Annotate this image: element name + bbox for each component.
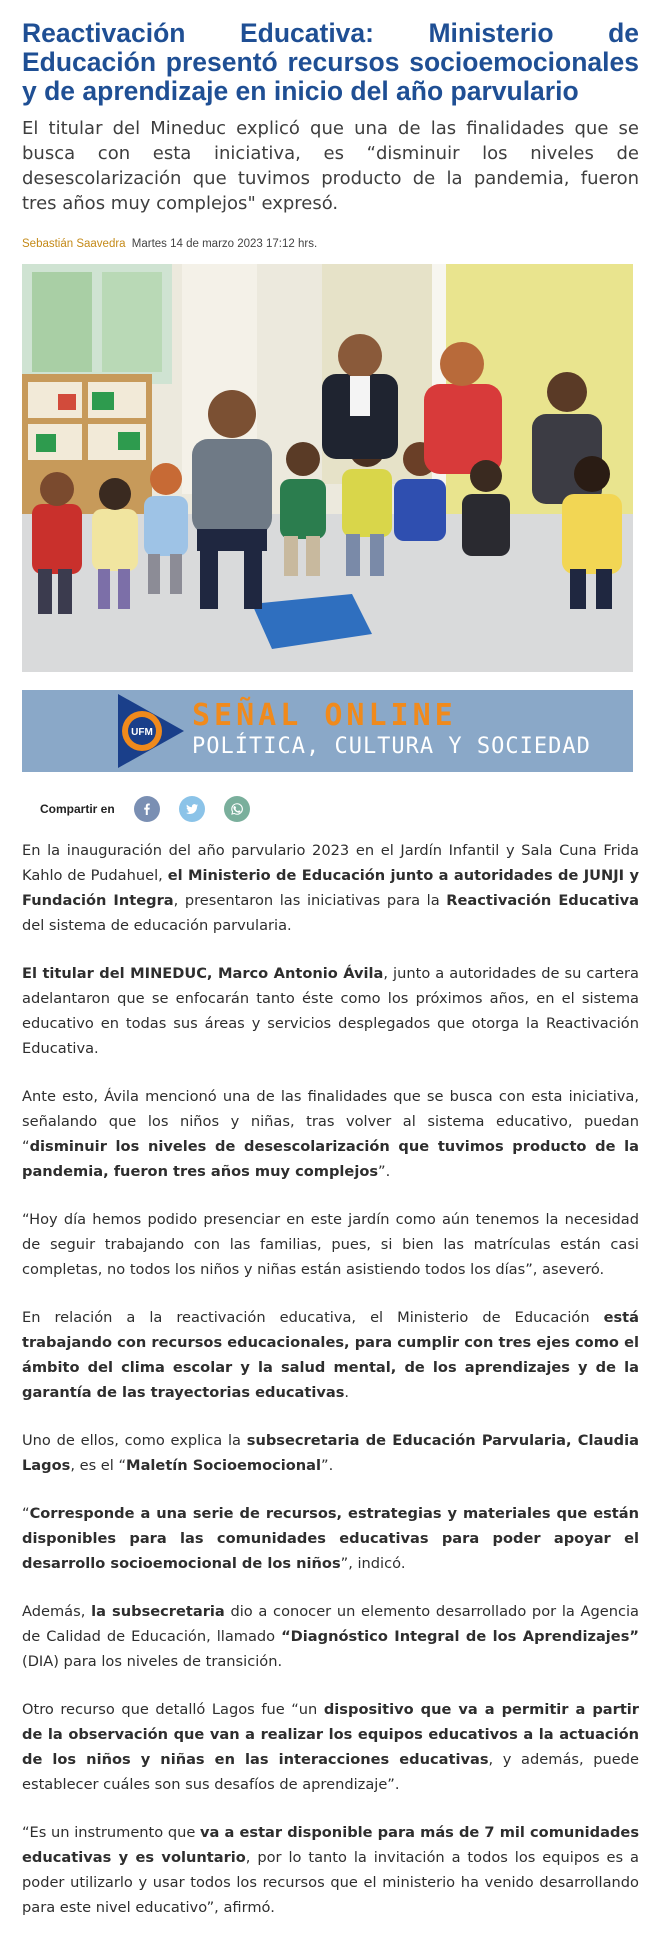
bold-text: El titular del MINEDUC, Marco Antonio Ávila bbox=[22, 965, 384, 982]
article-body bbox=[22, 838, 639, 1920]
banner-subtitle: POLÍTICA, CULTURA Y SOCIEDAD bbox=[192, 734, 591, 759]
bold-text: Reactivación Educativa bbox=[446, 892, 639, 909]
article-headline: Reactivación Educativa: Ministerio de Educación presentó recursos socioemocionales y de aprendizaje en inicio del año parvulario bbox=[22, 18, 639, 106]
paragraph-text: , presentaron las iniciativas para la bbox=[173, 892, 447, 909]
bold-text: el Ministerio de Educación junto a autoridades de JUNJI y Fundación Integra bbox=[22, 867, 639, 909]
paragraph-text: “Es un instrumento que bbox=[22, 1824, 201, 1841]
article-photo bbox=[22, 264, 633, 672]
share-whatsapp-button[interactable] bbox=[224, 796, 250, 822]
bold-text: Corresponde a una serie de recursos, estrategias y materiales que están disponibles para las comunidades educativas para poder apoyar el desarrollo socioemocional de los niños bbox=[22, 1505, 639, 1572]
whatsapp-icon bbox=[230, 802, 244, 816]
article-paragraph bbox=[22, 1697, 639, 1797]
paragraph-text: dio a conocer un elemento desarrollado por la Agencia de Calidad de Educación, llamado bbox=[22, 1603, 640, 1645]
bold-text: Maletín Socioemocional bbox=[126, 1457, 322, 1474]
paragraph-text: En la inauguración del año parvulario 2023 en el Jardín Infantil y Sala Cuna Frida Kahlo de Pudahuel, bbox=[22, 842, 639, 884]
article-paragraph bbox=[22, 1305, 639, 1405]
article-paragraph bbox=[22, 1084, 639, 1184]
paragraph-text: Además, bbox=[22, 1603, 92, 1620]
paragraph-text: “Hoy día hemos podido presenciar en este jardín como aún tenemos la necesidad de seguir trabajando con las familias, pues, si bien las matrículas están casi completas, no todos los niños y niñas están asistiendo todos los días”, aseveró. bbox=[22, 1211, 639, 1278]
paragraph-text: Uno de ellos, como explica la bbox=[22, 1432, 247, 1449]
paragraph-text: del sistema de educación parvularia. bbox=[22, 917, 292, 934]
twitter-icon bbox=[185, 802, 199, 816]
article-deck: El titular del Mineduc explicó que una de las finalidades que se busca con esta iniciativa, es “disminuir los niveles de desescolarización que tuvimos producto de la pandemia, fueron tres años muy complejos" expresó. bbox=[22, 118, 639, 214]
bold-text: va a estar disponible para más de 7 mil comunidades educativas y es voluntario bbox=[22, 1824, 640, 1866]
article-paragraph bbox=[22, 1428, 639, 1478]
paragraph-text: ”. bbox=[378, 1163, 391, 1180]
paragraph-text: “ bbox=[22, 1505, 30, 1522]
bold-text: “Diagnóstico Integral de los Aprendizajes” bbox=[281, 1628, 639, 1645]
bold-text: la subsecretaria bbox=[91, 1603, 225, 1620]
paragraph-text: ”, indicó. bbox=[340, 1555, 406, 1572]
bold-text: dispositivo que va a permitir a partir de la observación que van a realizar los equipos educativos a la actuación de los niños y niñas en las interacciones educativas bbox=[22, 1701, 640, 1768]
ufm-logo-icon bbox=[114, 692, 186, 770]
share-label: Compartir en bbox=[40, 802, 115, 816]
senal-online-banner[interactable] bbox=[22, 690, 633, 772]
bold-text: está trabajando con recursos educacionales, para cumplir con tres ejes como el ámbito del clima escolar y la salud mental, de los aprendizajes y de la garantía de las trayectorias educativas bbox=[22, 1309, 639, 1401]
article-paragraph bbox=[22, 961, 639, 1061]
paragraph-text: , junto a autoridades de su cartera adelantaron que se enfocarán tanto éste como los próximos años, en el sistema educativo en todas sus áreas y servicios desplegados que otorga la Reactivación Educativa. bbox=[22, 965, 639, 1057]
banner-title: SEÑAL ONLINE bbox=[192, 698, 457, 733]
paragraph-text: , es el “ bbox=[70, 1457, 127, 1474]
classroom-photo-illustration bbox=[22, 264, 633, 672]
share-twitter-button[interactable] bbox=[179, 796, 205, 822]
paragraph-text: Otro recurso que detalló Lagos fue “un bbox=[22, 1701, 324, 1718]
article-paragraph bbox=[22, 838, 639, 938]
article-paragraph bbox=[22, 1501, 639, 1576]
paragraph-text: . bbox=[344, 1384, 350, 1401]
bold-text: subsecretaria de Educación Parvularia, Claudia Lagos bbox=[22, 1432, 639, 1474]
logo-text: UFM bbox=[131, 727, 153, 738]
byline bbox=[22, 236, 639, 252]
paragraph-text: (DIA) para los niveles de transición. bbox=[22, 1653, 283, 1670]
author-link[interactable]: Sebastián Saavedra bbox=[22, 238, 126, 250]
article-paragraph bbox=[22, 1599, 639, 1674]
paragraph-text: , y además, puede establecer cuáles son sus desafíos de aprendizaje”. bbox=[22, 1751, 639, 1793]
paragraph-text: En relación a la reactivación educativa, el Ministerio de Educación bbox=[22, 1309, 604, 1326]
paragraph-text: Ante esto, Ávila mencionó una de las finalidades que se busca con esta iniciativa, señalando que los niños y niñas, tras volver al sistema educativo, puedan “ bbox=[22, 1088, 639, 1155]
share-bar bbox=[22, 796, 639, 822]
article-paragraph bbox=[22, 1820, 639, 1920]
paragraph-text: , por lo tanto la invitación a todos los equipos es a poder utilizarlo y usar todos los recursos que el ministerio ha venido desarrollando para este nivel educativo”, afirmó. bbox=[22, 1849, 639, 1916]
paragraph-text: ”. bbox=[321, 1457, 334, 1474]
publish-date: Martes 14 de marzo 2023 17:12 hrs. bbox=[131, 238, 318, 250]
share-facebook-button[interactable] bbox=[134, 796, 160, 822]
article-paragraph bbox=[22, 1207, 639, 1282]
facebook-icon bbox=[140, 802, 154, 816]
bold-text: disminuir los niveles de desescolarización que tuvimos producto de la pandemia, fueron tres años muy complejos bbox=[22, 1138, 639, 1180]
